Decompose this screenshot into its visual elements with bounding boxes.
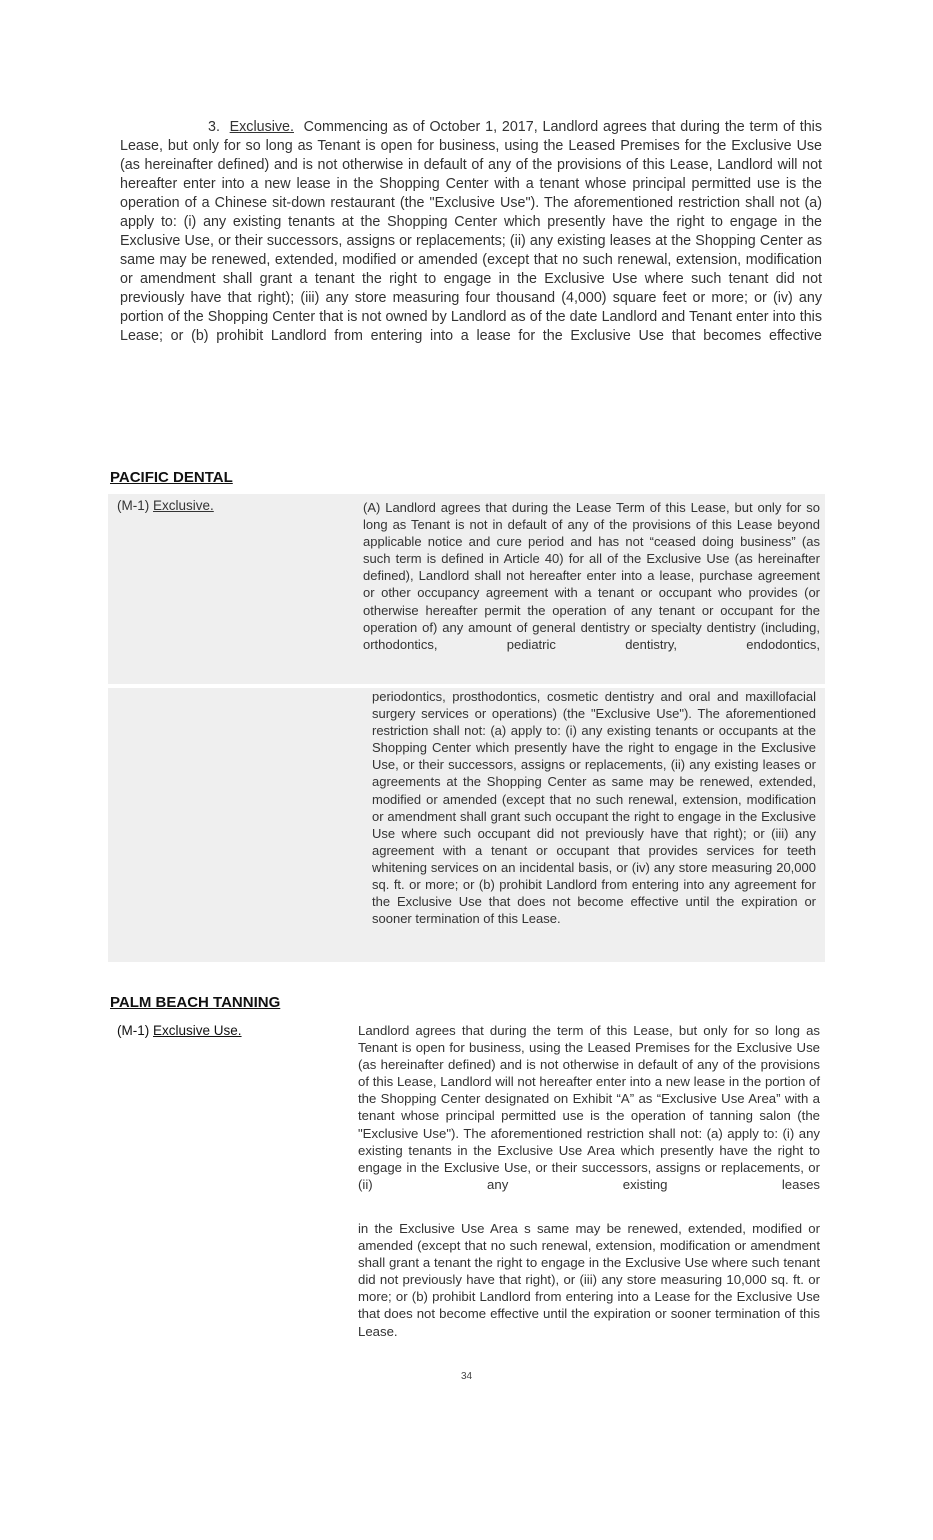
palm-beach-label-title: Exclusive Use. — [153, 1023, 242, 1038]
pacific-dental-label-title: Exclusive. — [153, 498, 214, 513]
palm-beach-label-prefix: (M-1) — [117, 1023, 150, 1038]
pacific-dental-text-2 — [372, 688, 816, 927]
palm-beach-text-1 — [358, 1022, 820, 1193]
section-3-title: Exclusive. — [229, 119, 294, 135]
palm-beach-part2: in the Exclusive Use Area s same may be renewed, extended, modified or amended (except that no such renewal, extension, modification or amendment shall grant a tenant the right to engage in the Exclusive Use where such tenant did not previously have that right), or (iii) any store measuring 10,000 sq. ft. or more; or (b) prohibit Landlord from entering into a Lease for the Exclusive Use that does not become effective until the expiration or sooner termination of this Lease. — [358, 1221, 820, 1339]
palm-beach-part1: Landlord agrees that during the term of this Lease, but only for so long as Tenant is open for business, using the Leased Premises for the Exclusive Use (as hereinafter defined) and is not otherwise in default of any of the provisions of this Lease, Landlord will not hereafter enter into a new lease in the portion of the Shopping Center designated on Exhibit “A” as “Exclusive Use Area” with a tenant whose principal permitted use is the operation of tanning salon (the "Exclusive Use"). The aforementioned restriction shall not: (a) apply to: (i) any existing tenants in the Exclusive Use Area which presently have the right to engage in the Exclusive Use, or their successors, assigns or replacements, or (ii) any existing leases — [358, 1023, 820, 1192]
pacific-dental-heading: PACIFIC DENTAL — [110, 469, 233, 486]
pacific-dental-text-1 — [363, 499, 820, 653]
pacific-dental-part1: (A) Landlord agrees that during the Lease Term of this Lease, but only for so long as Tenant is not in default of any of the provisions of this Lease beyond applicable notice and cure period and has not “ceased doing business” (as such term is defined in Article 40) for all of the Exclusive Use (as hereinafter defined), Landlord shall not hereafter enter into a lease, purchase agreement or other occupancy agreement with a tenant or occupant who provides (or otherwise hereafter permit the operation of any tenant or occupant for the operation of) any amount of general dentistry or specialty dentistry (including, orthodontics, pediatric dentistry, endodontics, — [363, 500, 820, 652]
palm-beach-heading: PALM BEACH TANNING — [110, 994, 281, 1011]
pacific-dental-part2: periodontics, prosthodontics, cosmetic dentistry and oral and maxillofacial surgery services or operations) (the "Exclusive Use"). The aforementioned restriction shall not: (a) apply to: (i) any existing tenants or occupants at the Shopping Center which presently have the right to engage in the Exclusive Use, or their successors, assigns or replacements, (ii) any existing leases or agreements at the Shopping Center as same may be renewed, extended, modified or amended (except that no such renewal, extension, modification or amendment shall grant such occupant the right to engage in the Exclusive Use where such occupant did not previously have that right); or (iii) any agreement with a tenant or occupant that provides services for teeth whitening services on an incidental basis, or (iv) any store measuring 20,000 sq. ft. or more; or (b) prohibit Landlord from entering into any agreement for the Exclusive Use that does not become effective until the expiration or sooner termination of this Lease. — [372, 689, 816, 927]
palm-beach-text-2 — [358, 1220, 820, 1340]
palm-beach-label — [117, 1023, 242, 1038]
page-number: 34 — [460, 1371, 473, 1382]
section-3-number: 3. — [208, 119, 220, 135]
pacific-dental-label — [117, 498, 214, 513]
section-3-paragraph — [120, 118, 822, 346]
section-3-text: Commencing as of October 1, 2017, Landlord agrees that during the term of this Lease, but only for so long as Tenant is open for business, using the Leased Premises for the Exclusive Use (as hereinafter defined) and is not otherwise in default of any of the provisions of this Lease, Landlord will not hereafter enter into a new lease in the Shopping Center with a tenant whose principal permitted use is the operation of a Chinese sit-down restaurant (the "Exclusive Use"). The aforementioned restriction shall not (a) apply to: (i) any existing tenants at the Shopping Center which presently have the right to engage in the Exclusive Use, or their successors, assigns or replacements; (ii) any existing leases at the Shopping Center as same may be renewed, extended, modified or amended (except that no such renewal, extension, modification or amendment shall grant a tenant the right to engage in the Exclusive Use where such tenant did not previously have that right); (iii) any store measuring four thousand (4,000) square feet or more; or (iv) any portion of the Shopping Center that is not owned by Landlord as of the date Landlord and Tenant enter into this Lease; or (b) prohibit Landlord from entering into a lease for the Exclusive Use that becomes effective — [120, 119, 822, 344]
pacific-dental-label-prefix: (M-1) — [117, 498, 150, 513]
